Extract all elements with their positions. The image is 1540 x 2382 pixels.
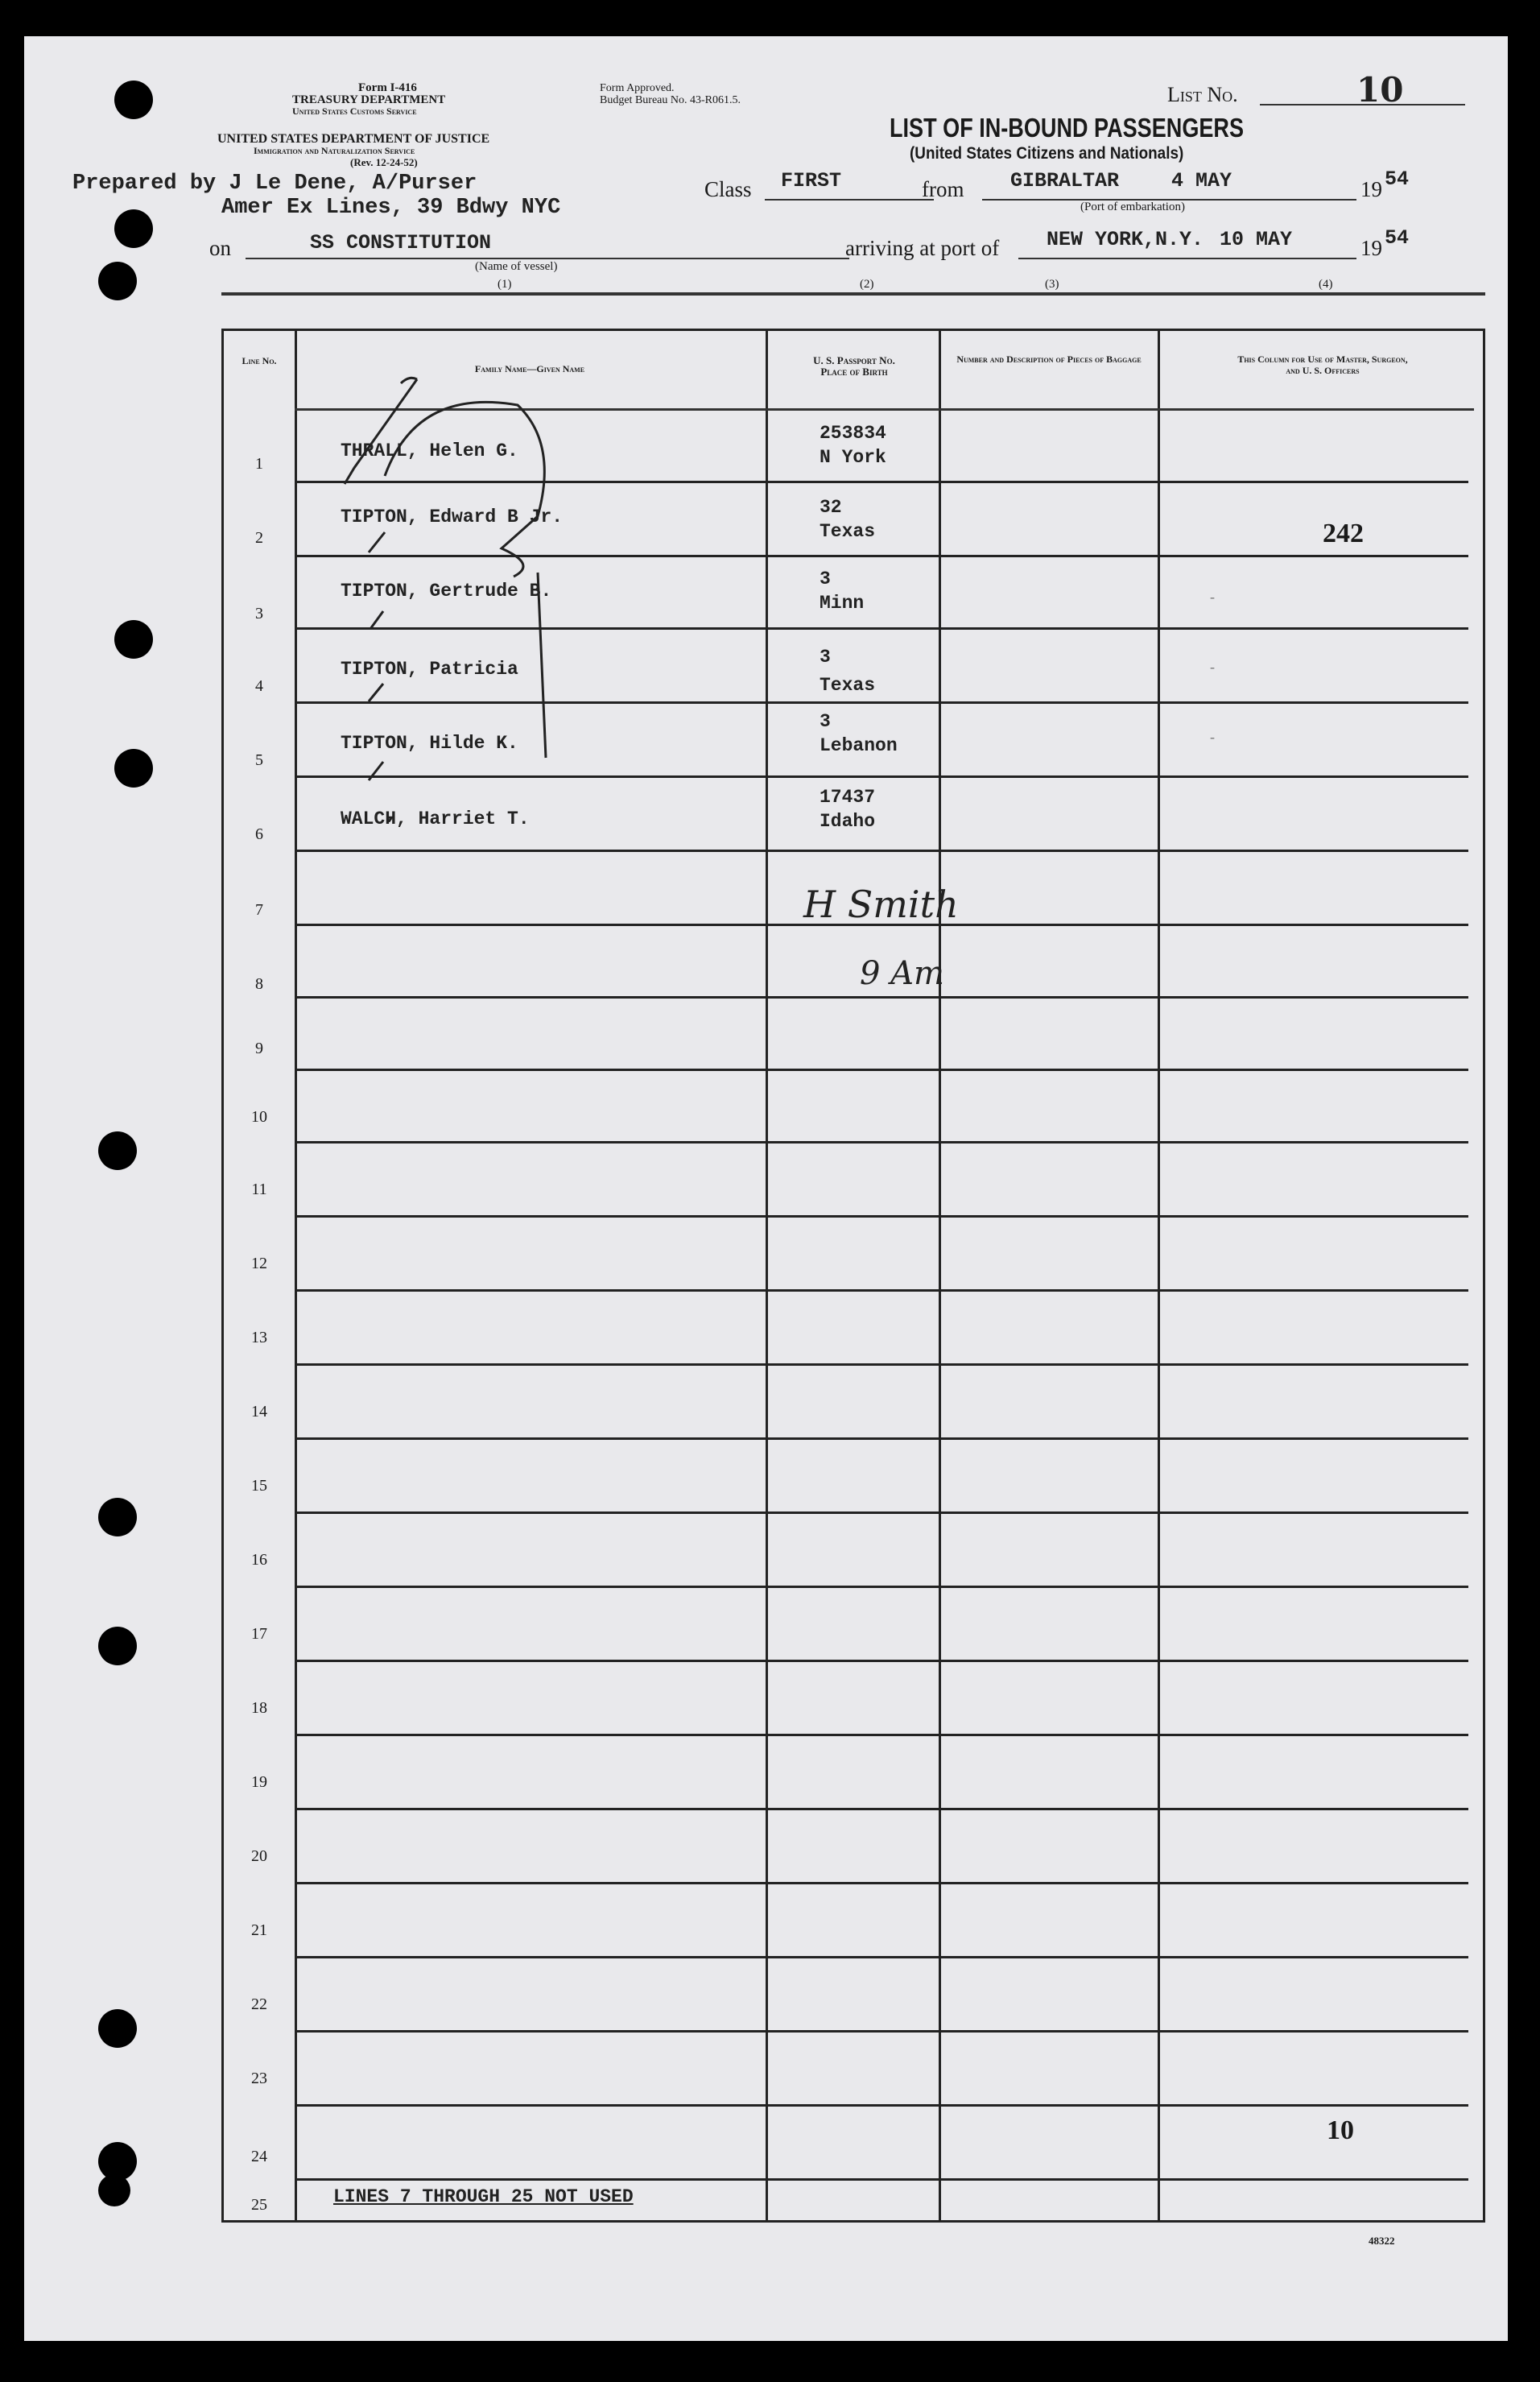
col-number-4: (4) — [1319, 278, 1333, 291]
table-row — [224, 2181, 1483, 2222]
punch-hole — [98, 1131, 137, 1170]
passenger-name: TIPTON, Patricia — [341, 659, 518, 680]
punch-hole — [98, 1498, 137, 1536]
from-date: 4 MAY — [1171, 169, 1232, 192]
year-1: 54 — [1385, 167, 1410, 191]
line-number: 17 — [251, 1625, 267, 1643]
table-row — [224, 1515, 1483, 1589]
table-row — [224, 1367, 1483, 1441]
table-row — [224, 999, 1483, 1072]
ins-label: Immigration and Naturalization Service — [254, 145, 415, 156]
line-number: 10 — [251, 1108, 267, 1126]
form-title: LIST OF IN-BOUND PASSENGERS — [890, 113, 1245, 143]
line-number: 3 — [255, 605, 263, 622]
passport-number: 253834 — [820, 423, 886, 444]
punch-hole — [114, 81, 153, 119]
header-baggage: Number and Description of Pieces of Baggage — [956, 354, 1142, 365]
row-rule — [295, 1069, 1468, 1071]
row-rule — [295, 996, 1468, 999]
officer-total: 242 — [1323, 519, 1364, 548]
row-rule — [295, 1586, 1468, 1588]
line-number: 18 — [251, 1699, 267, 1717]
passenger-name: TIPTON, Gertrude B. — [341, 581, 552, 602]
line-number: 2 — [255, 529, 263, 547]
line-number: 23 — [251, 2070, 267, 2087]
birthplace: Texas — [820, 675, 876, 696]
from-label: from — [922, 177, 964, 201]
passport-number: 3 — [820, 569, 831, 589]
table-row — [224, 1589, 1483, 1663]
prepared-by-line1: Prepared by J Le Dene, A/Purser — [72, 172, 477, 196]
row-rule — [295, 1363, 1468, 1366]
class-value: FIRST — [781, 169, 842, 192]
row-rule — [295, 1289, 1468, 1292]
line-number: 4 — [255, 677, 263, 695]
port-embarkation-label: (Port of embarkation) — [1080, 201, 1185, 213]
row-rule — [295, 850, 1468, 852]
customs-label: United States Customs Service — [292, 105, 417, 117]
justice-label: UNITED STATES DEPARTMENT OF JUSTICE — [217, 132, 490, 146]
line-number: 11 — [251, 1181, 267, 1198]
lines-not-used-note: LINES 7 THROUGH 25 NOT USED — [333, 2186, 634, 2207]
top-rule — [221, 292, 1485, 296]
row-rule — [295, 2030, 1468, 2033]
birthplace: Lebanon — [820, 735, 898, 756]
passenger-table — [221, 329, 1485, 2223]
year-2: 54 — [1385, 226, 1410, 250]
baggage-dash: - — [1210, 589, 1215, 605]
vessel-label: (Name of vessel) — [475, 260, 558, 273]
class-underline — [765, 199, 934, 201]
row-rule — [295, 1215, 1468, 1218]
bottom-number: 10 — [1327, 2115, 1354, 2145]
arriving-label: arriving at port of — [845, 236, 1000, 260]
row-rule — [295, 1882, 1468, 1884]
punch-hole — [114, 209, 153, 248]
punch-hole — [114, 749, 153, 788]
class-label: Class — [704, 177, 752, 201]
line-number: 9 — [255, 1040, 263, 1057]
prepared-by-line2: Amer Ex Lines, 39 Bdwy NYC — [221, 196, 561, 220]
baggage-dash: - — [1210, 659, 1215, 675]
list-number: 10 — [1356, 70, 1404, 110]
line-number: 7 — [255, 901, 263, 919]
arrival-port: NEW YORK,N.Y. — [1047, 228, 1204, 251]
table-row — [224, 1663, 1483, 1737]
vessel-underline — [246, 258, 849, 259]
year-prefix-1: 19 — [1360, 177, 1382, 201]
on-label: on — [209, 236, 231, 260]
arrival-date: 10 MAY — [1220, 228, 1293, 251]
row-rule — [295, 1511, 1468, 1514]
punch-hole — [98, 2174, 130, 2206]
passport-number: 3 — [820, 711, 831, 732]
table-row — [224, 1959, 1483, 2033]
budget-label: Budget Bureau No. 43-R061.5. — [600, 94, 741, 106]
table-row — [224, 1218, 1483, 1292]
row-rule — [295, 1734, 1468, 1736]
birthplace: Idaho — [820, 811, 876, 832]
header-passport: U. S. Passport No. Place of Birth — [813, 354, 895, 378]
passport-number: 3 — [820, 647, 831, 668]
table-row — [224, 2033, 1483, 2107]
arrival-underline — [1018, 258, 1356, 259]
table-row — [224, 2107, 1483, 2181]
row-rule — [295, 1141, 1468, 1143]
line-number: 24 — [251, 2148, 267, 2165]
birthplace: Minn — [820, 593, 865, 614]
header-officers: This Column for Use of Master, Surgeon, and U. S. Officers — [1237, 354, 1408, 376]
baggage-dash: - — [1210, 729, 1215, 745]
line-number: 22 — [251, 1995, 267, 2013]
approved-label: Form Approved. — [600, 82, 675, 94]
passenger-name: THRALL, Helen G. — [341, 440, 518, 461]
punch-hole — [98, 2009, 137, 2048]
form-subtitle: (United States Citizens and Nationals) — [910, 144, 1184, 163]
punch-hole — [98, 1627, 137, 1665]
rev-label: (Rev. 12-24-52) — [350, 156, 418, 168]
table-row — [224, 1885, 1483, 1959]
line-number: 1 — [255, 455, 263, 473]
passenger-name: TIPTON, Edward B Jr. — [341, 507, 564, 527]
passenger-name: WALCH, Harriet T. — [341, 808, 530, 829]
form-number: Form I-416 — [358, 81, 417, 94]
table-row — [224, 1811, 1483, 1885]
punch-hole — [114, 620, 153, 659]
year-prefix-2: 19 — [1360, 236, 1382, 260]
passenger-name: TIPTON, Hilde K. — [341, 733, 518, 754]
line-number: 8 — [255, 975, 263, 993]
row-rule — [295, 1808, 1468, 1810]
birthplace: N York — [820, 447, 886, 468]
row-rule — [295, 2104, 1468, 2107]
col-number-3: (3) — [1045, 278, 1059, 291]
form-footer-code: 48322 — [1369, 2235, 1395, 2247]
line-number: 5 — [255, 751, 263, 769]
line-number: 13 — [251, 1329, 267, 1346]
line-number: 15 — [251, 1477, 267, 1495]
row-rule — [295, 2178, 1468, 2181]
passport-number: 32 — [820, 497, 842, 518]
list-no-label: List No. — [1167, 83, 1238, 106]
table-row — [224, 1737, 1483, 1811]
handwritten-time: 9 Am — [860, 955, 944, 992]
row-rule — [295, 1956, 1468, 1958]
table-row — [224, 927, 1483, 999]
header-name: Family Name—Given Name — [474, 363, 585, 374]
col-number-1: (1) — [498, 278, 512, 291]
handwritten-signature: H Smith — [803, 883, 959, 926]
line-number: 6 — [255, 825, 263, 843]
table-row — [224, 1144, 1483, 1218]
line-number: 16 — [251, 1551, 267, 1569]
punch-hole — [98, 262, 137, 300]
line-number: 20 — [251, 1847, 267, 1865]
table-row — [224, 1072, 1483, 1144]
line-number: 14 — [251, 1403, 267, 1421]
treasury-label: TREASURY DEPARTMENT — [292, 93, 446, 106]
table-row — [224, 1292, 1483, 1367]
passport-number: 17437 — [820, 787, 876, 808]
vessel-name: SS CONSTITUTION — [310, 231, 492, 254]
col-number-2: (2) — [860, 278, 874, 291]
from-port: GIBRALTAR — [1010, 169, 1120, 192]
line-number: 25 — [251, 2196, 267, 2214]
line-number: 19 — [251, 1773, 267, 1791]
handwritten-check-bracket — [296, 355, 554, 822]
document-page — [24, 36, 1508, 2341]
row-rule — [295, 1660, 1468, 1662]
birthplace: Texas — [820, 521, 876, 542]
line-number: 21 — [251, 1921, 267, 1939]
line-number: 12 — [251, 1255, 267, 1272]
row-rule — [295, 1437, 1468, 1440]
table-row — [224, 1441, 1483, 1515]
header-line-no: Line No. — [242, 355, 277, 366]
